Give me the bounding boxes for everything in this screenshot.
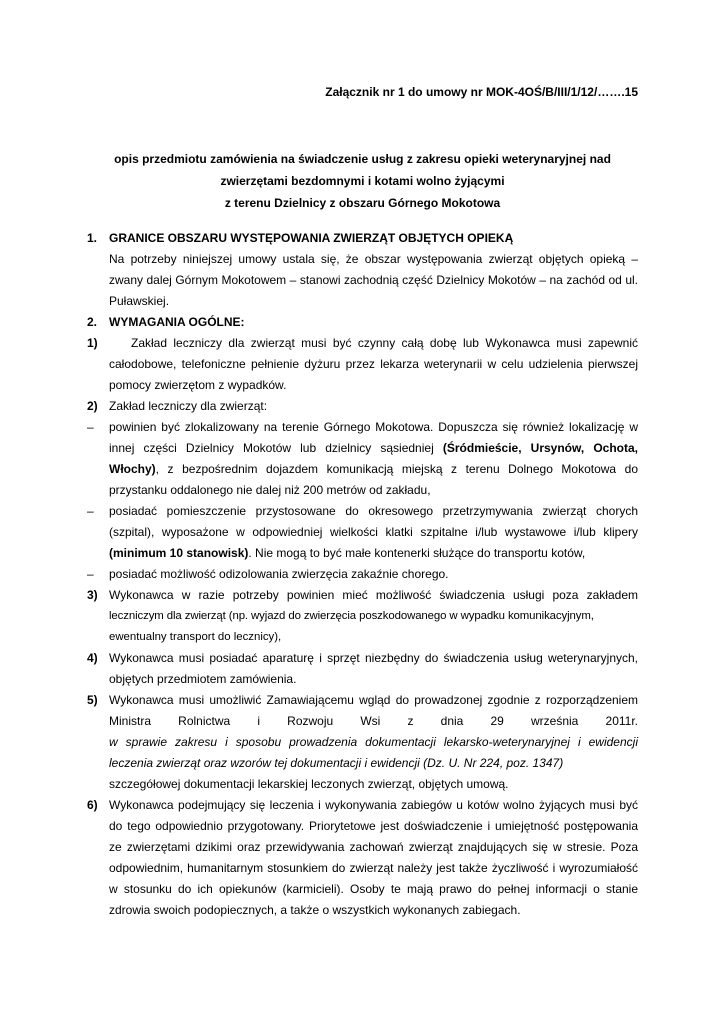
- bullet-2-text-c: . Nie mogą to być małe kontenerki służące do transportu kotów,: [248, 546, 586, 560]
- title-line-3: z terenu Dzielnicy z obszaru Górnego Mokotowa: [224, 196, 501, 210]
- requirement-1: [87, 333, 638, 396]
- requirement-5-regulation-title: w sprawie zakresu i sposobu prowadzenia dokumentacji lekarsko-weterynaryjnej i ewidencji leczenia zwierząt oraz wzorów tej dokumentacji i ewidencji (Dz. U. Nr 224, poz. 1347): [109, 735, 638, 770]
- bullet-2-minimum: (minimum 10 stanowisk): [109, 546, 249, 560]
- bullet-dash: –: [87, 504, 94, 518]
- section-2: [87, 312, 638, 333]
- requirement-4: [87, 648, 638, 690]
- requirement-3-line-3: ewentualny transport do lecznicy),: [109, 631, 282, 643]
- bullet-2-text: [109, 501, 638, 564]
- requirement-2-bullet-3: [87, 564, 638, 585]
- requirement-6: [87, 795, 638, 921]
- requirement-4-text: Wykonawca musi posiadać aparaturę i sprzęt niezbędny do świadczenia usług weterynaryjnych, objętych przedmiotem zamówienia.: [109, 651, 638, 686]
- requirement-6-text: Wykonawca podejmujący się leczenia i wykonywania zabiegów u kotów wolno żyjących musi być do tego odpowiednio przygotowany. Priorytetowe jest doświadczenie i umiejętność postępowania ze zwierzętami dzikimi oraz przewidywania zachowań zwierząt znajdujących się w stresie. Poza odpowiednim, humanitarnym stosunkiem do zwierząt należy jest także życzliwość i wyrozumiałość w stosunku do ich opiekunów (karmicieli). Osoby te mają prawo do pełnej informacji o stanie zdrowia swoich podopiecznych, a także o wszystkich wykonanych zabiegach.: [109, 798, 638, 917]
- bullet-dash: –: [87, 420, 94, 434]
- section-1: [87, 228, 638, 312]
- bullet-2-text-a: posiadać pomieszczenie przystosowane do okresowego przetrzymywania zwierząt chorych (szpital), wyposażone w odpowiedniej wielkości klatki szpitalne i/lub wystawowe i/lub klipery: [109, 504, 638, 539]
- section-2-number: 2.: [87, 315, 98, 329]
- requirement-5-text-c: szczegółowej dokumentacji lekarskiej leczonych zwierząt, objętych umową.: [109, 777, 509, 791]
- requirement-5: [87, 690, 638, 795]
- section-1-number: 1.: [87, 231, 98, 245]
- requirement-1-text: Zakład leczniczy dla zwierząt musi być czynny całą dobę lub Wykonawca musi zapewnić całodobowe, telefoniczne pełnienie dyżuru przez lekarza weterynarii w celu udzielenia pierwszej pomocy zwierzętom z wypadków.: [109, 336, 638, 392]
- bullet-3-text: posiadać możliwość odizolowania zwierzęcia zakaźnie chorego.: [109, 567, 449, 581]
- requirement-2: [87, 396, 638, 417]
- requirement-2-text: Zakład leczniczy dla zwierząt:: [109, 399, 268, 413]
- attachment-reference: Załącznik nr 1 do umowy nr MOK-4OŚ/B/III/1/12/…….15: [325, 85, 638, 99]
- section-1-text: Na potrzeby niniejszej umowy ustala się, że obszar występowania zwierząt objętych opieką – zwany dalej Górnym Mokotowem – stanowi zachodnią część Dzielnicy Mokotów – na zachód od ul. Puławskiej.: [109, 252, 638, 308]
- title-line-2: zwierzętami bezdomnymi i kotami wolno żyjącymi: [220, 174, 505, 188]
- requirement-5-text-a: Wykonawca musi umożliwić Zamawiającemu wgląd do prowadzonej zgodnie z rozporządzeniem Ministra Rolnictwa i Rozwoju Wsi z dnia 29 września 2011r.: [109, 693, 638, 728]
- section-2-heading: WYMAGANIA OGÓLNE:: [109, 315, 245, 329]
- requirement-1-number: 1): [87, 336, 98, 350]
- bullet-1-districts: (Śródmieście, Ursynów, Ochota, Włochy): [109, 441, 639, 476]
- requirement-4-number: 4): [87, 651, 98, 665]
- bullet-1-text-a: powinien być zlokalizowany na terenie Górnego Mokotowa. Dopuszcza się również lokalizację w innej części Dzielnicy Mokotów lub dzielnicy sąsiedniej: [109, 420, 638, 455]
- requirement-5-number: 5): [87, 693, 98, 707]
- title-line-1: opis przedmiotu zamówienia na świadczenie usług z zakresu opieki weterynaryjnej nad: [114, 152, 611, 166]
- requirement-2-number: 2): [87, 399, 98, 413]
- requirement-2-bullet-2: [87, 501, 638, 564]
- requirement-3-line-2: leczniczym dla zwierząt (np. wyjazd do zwierzęcia poszkodowanego w wypadku komunikacyjnym,: [109, 610, 594, 622]
- requirement-3-line-1: Wykonawca w razie potrzeby powinien mieć możliwość świadczenia usługi poza zakładem: [109, 588, 638, 602]
- bullet-dash: –: [87, 567, 94, 581]
- bullet-1-text-c: , z bezpośrednim dojazdem komunikacją miejską z terenu Dolnego Mokotowa do przystanku oddalonego nie dalej niż 200 metrów od zakładu,: [109, 462, 638, 497]
- section-1-heading: GRANICE OBSZARU WYSTĘPOWANIA ZWIERZĄT OBJĘTYCH OPIEKĄ: [109, 231, 514, 245]
- requirement-6-number: 6): [87, 798, 98, 812]
- document-body: [87, 228, 638, 921]
- document-title: [90, 148, 635, 214]
- requirement-3: [87, 585, 638, 648]
- requirement-2-bullet-1: [87, 417, 638, 501]
- requirement-3-number: 3): [87, 588, 98, 602]
- bullet-1-text: [109, 417, 638, 501]
